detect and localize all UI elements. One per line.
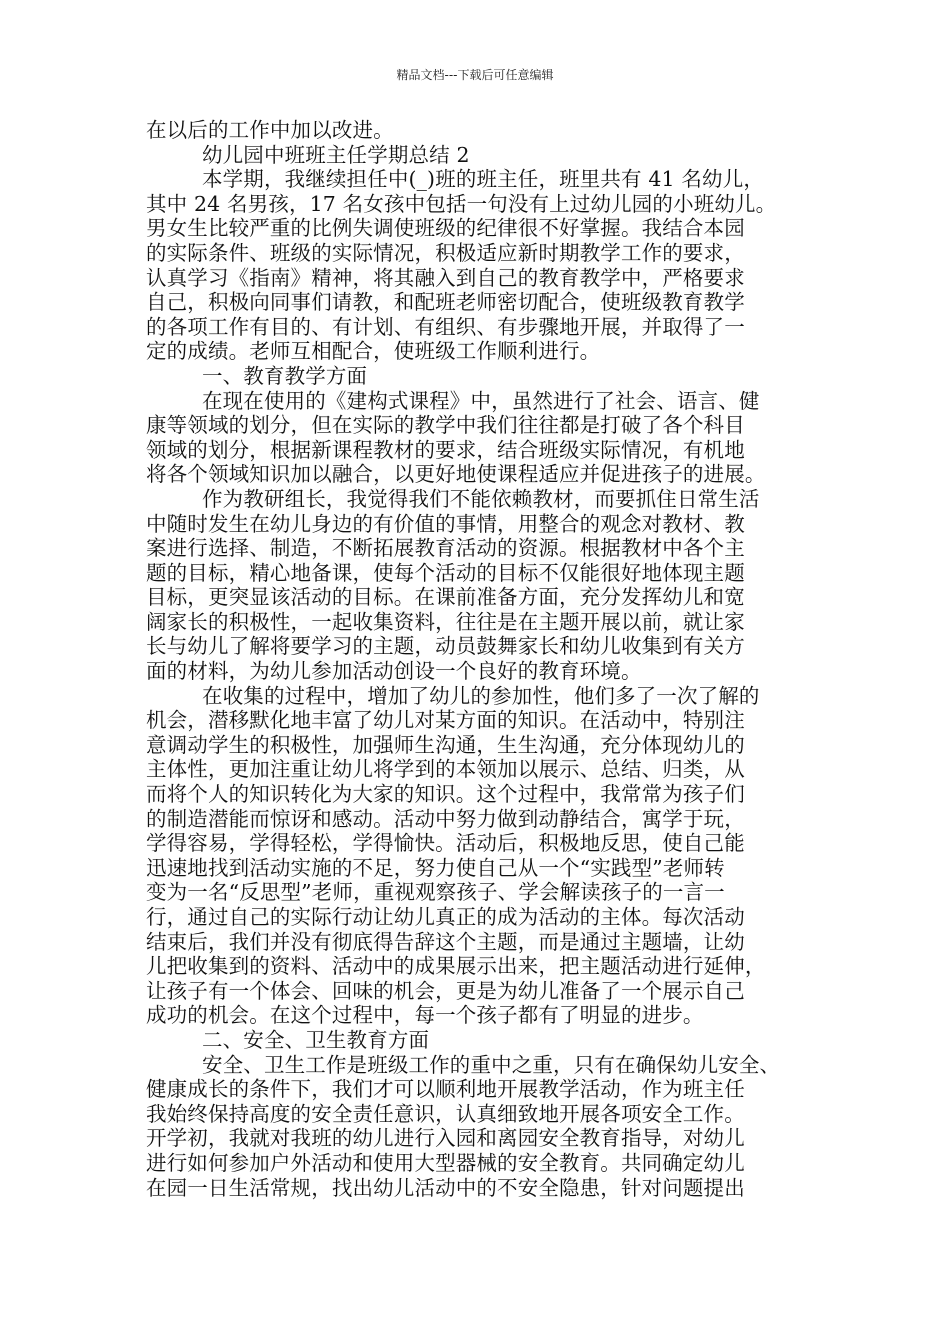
text-line: 二、安全、卫生教育方面 bbox=[202, 1027, 430, 1052]
text-line: 儿把收集到的资料、活动中的成果展示出来，把主题活动进行延伸， bbox=[146, 954, 766, 979]
text-line: 机会，潜移默化地丰富了幼儿对某方面的知识。在活动中，特别注 bbox=[146, 708, 745, 733]
text-line: 案进行选择、制造，不断拓展教育活动的资源。根据教材中各个主 bbox=[146, 536, 745, 561]
text-line: 进行如何参加户外活动和使用大型器械的安全教育。共同确定幼儿 bbox=[146, 1150, 745, 1175]
text-line: 作为教研组长，我觉得我们不能依赖教材，而要抓住日常生活 bbox=[202, 486, 760, 511]
text-line: 行，通过自己的实际行动让幼儿真正的成为活动的主体。每次活动 bbox=[146, 905, 745, 929]
document-body bbox=[146, 118, 808, 1200]
text-line: 幼儿园中班班主任学期总结 2 bbox=[202, 142, 470, 167]
text-line: 自己，积极向同事们请教，和配班老师密切配合，使班级教育教学 bbox=[146, 290, 745, 315]
text-line: 定的成绩。老师互相配合，使班级工作顺利进行。 bbox=[146, 339, 601, 364]
text-line: 其中 24 名男孩，17 名女孩中包括一句没有上过幼儿园的小班幼儿。 bbox=[146, 191, 777, 216]
text-line: 在现在使用的《建构式课程》中，虽然进行了社会、语言、健 bbox=[202, 388, 760, 413]
text-line: 的实际条件、班级的实际情况，积极适应新时期教学工作的要求， bbox=[146, 240, 745, 265]
text-line: 领域的划分，根据新课程教材的要求，结合班级实际情况，有机地 bbox=[146, 437, 745, 462]
text-line: 变为一名“反思型”老师，重视观察孩子、学会解读孩子的一言一 bbox=[146, 880, 725, 905]
text-line: 目标，更突显该活动的目标。在课前准备方面，充分发挥幼儿和宽 bbox=[146, 585, 745, 610]
text-line: 阔家长的积极性，一起收集资料，往往是在主题开展以前，就让家 bbox=[146, 609, 745, 634]
text-line: 学得容易，学得轻松，学得愉快。活动后，积极地反思，使自己能 bbox=[146, 831, 745, 856]
text-line: 我始终保持高度的安全责任意识，认真细致地开展各项安全工作。 bbox=[146, 1101, 745, 1126]
text-line: 长与幼儿了解将要学习的主题，动员鼓舞家长和幼儿收集到有关方 bbox=[146, 634, 745, 659]
text-line: 开学初，我就对我班的幼儿进行入园和离园安全教育指导，对幼儿 bbox=[146, 1126, 745, 1151]
text-line: 中随时发生在幼儿身边的有价值的事情，用整合的观念对教材、教 bbox=[146, 511, 745, 536]
text-line: 意调动学生的积极性，加强师生沟通，生生沟通，充分体现幼儿的 bbox=[146, 732, 745, 757]
text-line: 迅速地找到活动实施的不足，努力使自己从一个“实践型”老师转 bbox=[146, 855, 725, 880]
text-line: 将各个领域知识加以融合，以更好地使课程适应并促进孩子的进展。 bbox=[146, 462, 766, 487]
text-line: 成功的机会。在这个过程中，每一个孩子都有了明显的进步。 bbox=[146, 1003, 704, 1028]
text-line: 的制造潜能而惊讶和感动。活动中努力做到动静结合，寓学于玩， bbox=[146, 806, 745, 831]
text-line: 结束后，我们并没有彻底得告辞这个主题，而是通过主题墙，让幼 bbox=[146, 929, 745, 954]
text-line: 在收集的过程中，增加了幼儿的参加性，他们多了一次了解的 bbox=[202, 683, 760, 708]
text-line: 让孩子有一个体会、回味的机会，更是为幼儿准备了一个展示自己 bbox=[146, 978, 745, 1003]
text-line: 在以后的工作中加以改进。 bbox=[146, 118, 394, 142]
text-line: 康等领域的划分，但在实际的教学中我们往往都是打破了各个科目 bbox=[146, 413, 745, 438]
text-line: 在园一日生活常规，找出幼儿活动中的不安全隐患，针对问题提出 bbox=[146, 1175, 745, 1200]
text-line: 一、教育教学方面 bbox=[202, 363, 368, 388]
text-line: 男女生比较严重的比例失调使班级的纪律很不好掌握。我结合本园 bbox=[146, 216, 745, 241]
text-line: 健康成长的条件下，我们才可以顺利地开展教学活动，作为班主任 bbox=[146, 1077, 745, 1102]
page-header: 精品文档---下载后可任意编辑 bbox=[396, 68, 554, 82]
text-line: 题的目标，精心地备课，使每个活动的目标不仅能很好地体现主题 bbox=[146, 560, 745, 585]
text-line: 主体性，更加注重让幼儿将学到的本领加以展示、总结、归类，从 bbox=[146, 757, 745, 782]
text-line: 安全、卫生工作是班级工作的重中之重，只有在确保幼儿安全、 bbox=[202, 1052, 781, 1077]
text-line: 而将个人的知识转化为大家的知识。这个过程中，我常常为孩子们 bbox=[146, 782, 745, 807]
text-line: 面的材料，为幼儿参加活动创设一个良好的教育环境。 bbox=[146, 659, 642, 684]
text-line: 本学期，我继续担任中(_)班的班主任，班里共有 41 名幼儿， bbox=[202, 167, 765, 192]
text-line: 认真学习《指南》精神，将其融入到自己的教育教学中，严格要求 bbox=[146, 265, 745, 290]
text-line: 的各项工作有目的、有计划、有组织、有步骤地开展，并取得了一 bbox=[146, 314, 745, 339]
